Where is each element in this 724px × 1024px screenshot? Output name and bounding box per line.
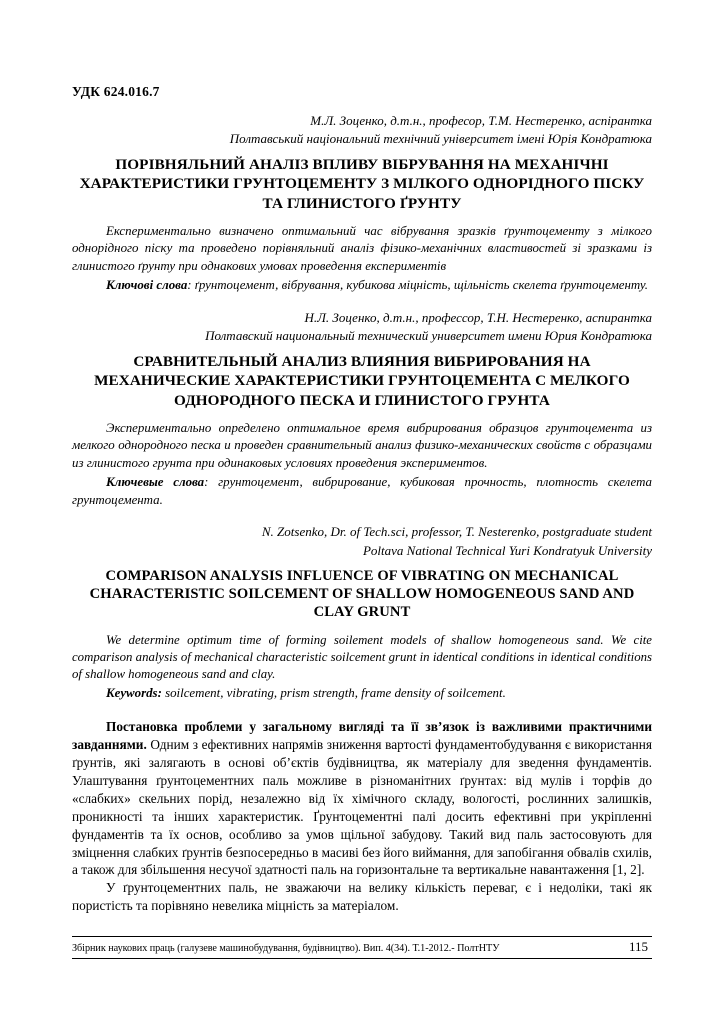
section-spacer-ru-en <box>72 509 652 523</box>
keywords-label-english: Keywords: <box>106 685 162 700</box>
body-paragraph-1-lead: Постановка проблеми у загальному вигляді та її зв’язок із важливими практичними завданнями. <box>72 719 652 753</box>
affiliation-ukrainian: Полтавський національний технічний університет імені Юрія Кондратюка <box>229 131 652 147</box>
footer-page-number: 115 <box>628 939 648 954</box>
page-footer <box>72 936 652 959</box>
keywords-russian <box>72 474 652 509</box>
footer-rule-bottom <box>72 958 652 959</box>
keywords-text-russian: : грунтоцемент, вибрирование, кубиковая прочность, плотность скелета грунтоцемента. <box>72 475 652 507</box>
title-russian: СРАВНИТЕЛЬНЫЙ АНАЛИЗ ВЛИЯНИЯ ВИБРИРОВАНИЯ НА МЕХАНИЧЕСКИЕ ХАРАКТЕРИСТИКИ ГРУНТОЦЕМЕНТА С МЕЛКОГО ОДНОРОДНОГО ПЕСКА И ГЛИНИСТОГО ГРУНТА <box>94 353 630 409</box>
title-ukrainian: ПОРІВНЯЛЬНИЙ АНАЛІЗ ВПЛИВУ ВІБРУВАННЯ НА МЕХАНІЧНІ ХАРАКТЕРИСТИКИ ГРУНТОЦЕМЕНТУ З МІЛКОГО ОДНОРІДНОГО ПІСКУ ТА ГЛИНИСТОГО ҐРУНТУ <box>79 156 645 212</box>
keywords-label-ukrainian: Ключові слова <box>106 278 188 293</box>
authors-russian: Н.Л. Зоценко, д.т.н., профессор, Т.Н. Нестеренко, аспирантка <box>304 309 652 325</box>
page-content <box>72 84 652 915</box>
title-english: COMPARISON ANALYSIS INFLUENCE OF VIBRATING ON MECHANICAL CHARACTERISTIC SOILCEMENT OF SHALLOW HOMOGENEOUS SAND AND CLAY GRUNT <box>89 567 635 621</box>
authors-english: N. Zotsenko, Dr. of Tech.sci, professor, T. Nesterenko, postgraduate student <box>261 524 652 540</box>
abstract-english: We determine optimum time of forming soilement models of shallow homogeneous sand. We cite comparison analysis of mechanical characteristic soilcement grunt in identical conditions in identical conditions of shallow homogeneous sand and clay. <box>72 632 652 681</box>
affiliation-russian: Полтавский национальный технический университет имени Юрия Кондратюка <box>205 328 652 344</box>
abstract-ukrainian: Експериментально визначено оптимальний час вібрування зразків ґрунтоцементу з мілкого однорідного піску та проведено порівняльний аналіз фізико-механічних властивостей зі зразками із глинистого ґрунту при однакових умовах проведення експериментів <box>72 223 652 273</box>
footer-journal-info: Збірник наукових праць (галузеве машинобудування, будівництво). Вип. 4(34). Т.1-2012.- ПолтНТУ <box>72 943 500 954</box>
udk-code: УДК 624.016.7 <box>72 84 160 99</box>
keywords-english <box>72 685 652 703</box>
section-spacer-ua-ru <box>72 295 652 309</box>
keywords-ukrainian <box>72 277 652 295</box>
authors-ukrainian: М.Л. Зоценко, д.т.н., професор, Т.М. Нестеренко, аспірантка <box>310 113 652 128</box>
body-paragraph-1 <box>72 718 652 879</box>
keywords-label-russian: Ключевые слова <box>106 475 205 490</box>
abstract-russian: Экспериментально определено оптимальное время вибрирования образцов грунтоцемента из мелкого однородного песка и проведен сравнительный анализ физико-механических свойств с образцами из глинистого грунта при одинаковых условиях проведения экспериментов. <box>72 420 652 470</box>
keywords-text-english: soilcement, vibrating, prism strength, frame density of soilcement. <box>161 685 506 700</box>
keywords-text-ukrainian: : ґрунтоцемент, вібрування, кубикова міцність, щільність скелета ґрунтоцементу. <box>187 278 649 293</box>
body-paragraph-1-text: Одним з ефективних напрямів зниження вартості фундаментобудування є використання ґрунтів, які залягають в основі об’єктів будівництва, як матеріалу для зведення фундаментів. Улаштування ґрунтоцементних паль можливе в різноманітних ґрунтах: від мулів і торфів до «слабких» скельних порід, незалежно від їх хімічного складу, вологості, рослинних залишків, проникності та інших характеристик. Ґрунтоцементні палі досить ефективні при укріпленні фундаментів та їх основ, особливо за умов щільної забудову. Такий вид паль застосовують для зміцнення слабких ґрунтів безпосередньо в масиві без його виймання, для запобігання обвалів схилів, а також для збільшення несучої здатності паль на горизонтальне та вертикальне навантаження [1, 2]. <box>72 737 652 878</box>
body-paragraph-2: У ґрунтоцементних паль, не зважаючи на велику кількість переваг, є і недоліки, такі як пористість та порівняно невелика міцність за матеріалом. <box>72 880 652 914</box>
footer-row <box>72 937 652 958</box>
affiliation-english: Poltava National Technical Yuri Kondratyuk University <box>362 542 652 558</box>
